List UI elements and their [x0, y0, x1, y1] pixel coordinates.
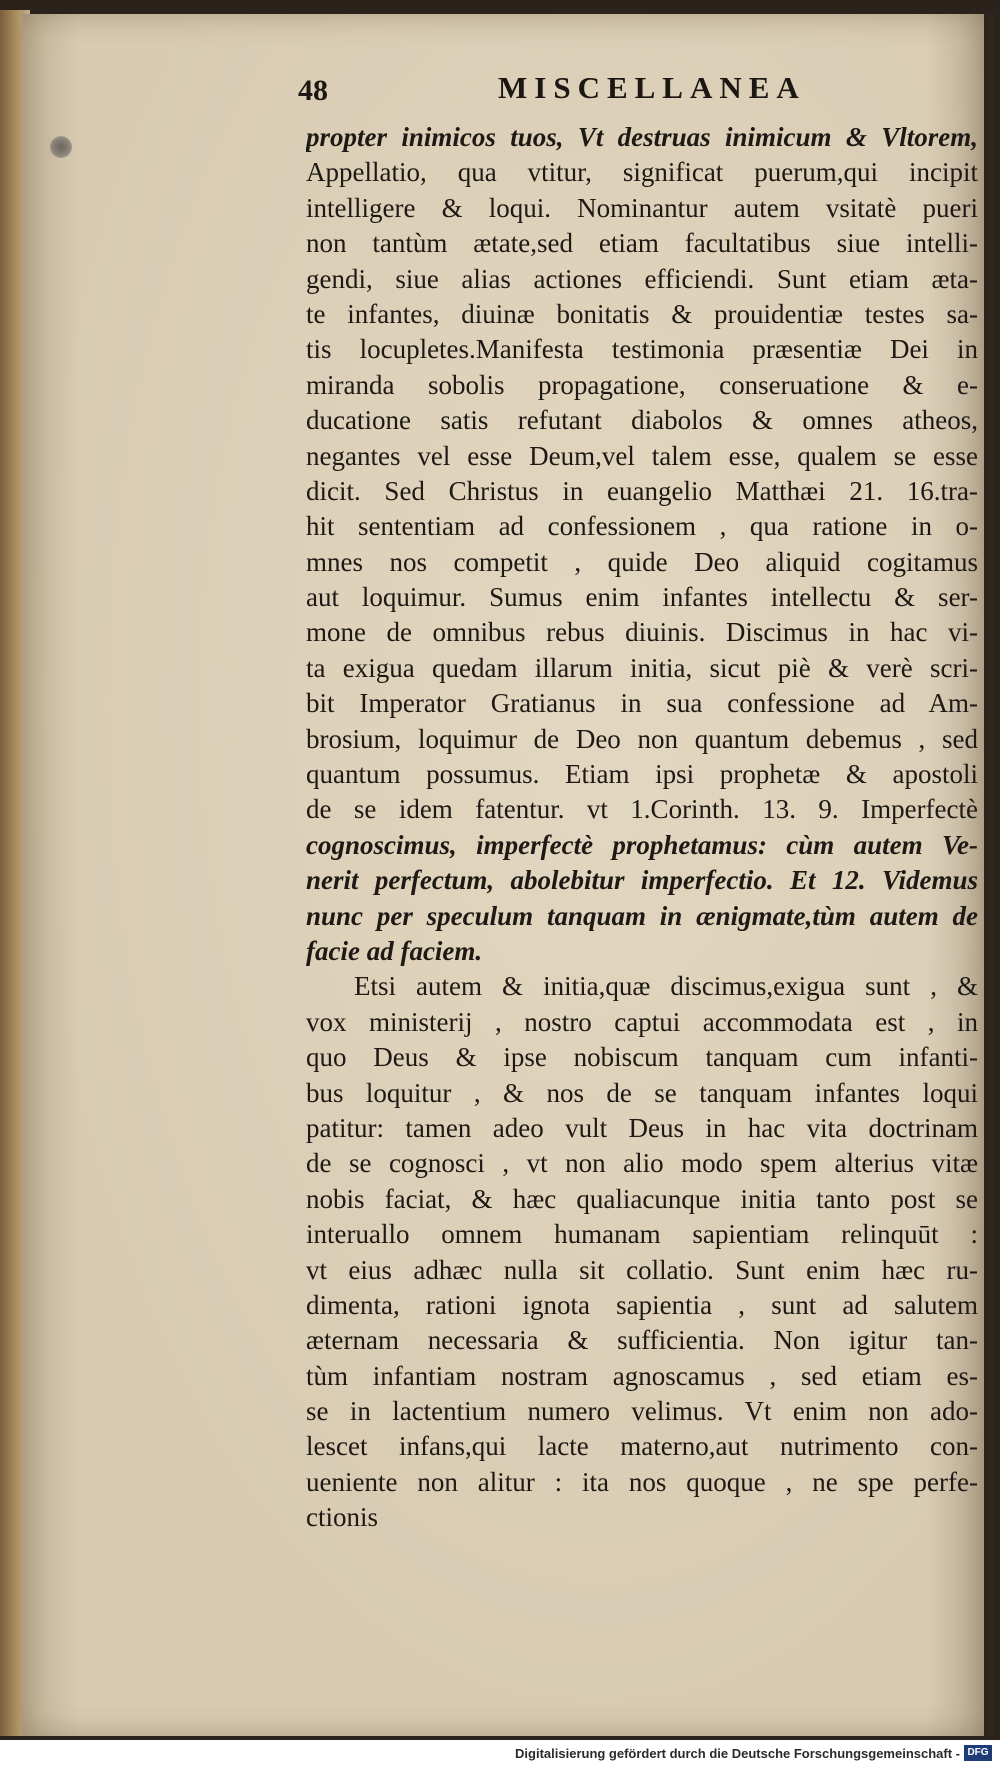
text-line: negantes vel esse Deum,vel talem esse, qualem se esse: [306, 440, 978, 471]
text-line: de se cognosci , vt non alio modo spem alterius vitæ: [306, 1148, 978, 1179]
text-line: tùm infantiam nostram agnoscamus , sed etiam es-: [306, 1360, 978, 1391]
page-edge-shadow: [984, 14, 994, 1736]
text-line: quantum possumus. Etiam ipsi prophetæ & apostoli: [306, 759, 978, 790]
text-line: gendi, siue alias actiones efficiendi. Sunt etiam æta-: [306, 263, 978, 294]
text-line: hit sententiam ad confessionem , qua ratione in o-: [306, 511, 978, 542]
catchword: ctionis: [306, 1502, 378, 1533]
text-line: aut loquimur. Sumus enim infantes intellectu & ser-: [306, 582, 978, 613]
text-line: interuallo omnem humanam sapientiam relinquūt :: [306, 1219, 978, 1250]
text-line: brosium, loquimur de Deo non quantum debemus , sed: [306, 723, 978, 754]
text-line: dimenta, rationi ignota sapientia , sunt ad salutem: [306, 1289, 978, 1320]
footer-bar: [0, 1740, 1000, 1768]
text-line: æternam necessaria & sufficientia. Non igitur tan-: [306, 1325, 978, 1356]
text-line: mnes nos competit , quide Deo aliquid cogitamus: [306, 546, 978, 577]
text-line: nobis faciat, & hæc qualiacunque initia tanto post se: [306, 1183, 978, 1214]
text-line: intelligere & loqui. Nominantur autem vsitatè pueri: [306, 192, 978, 223]
page-header: [298, 70, 963, 110]
running-title: MISCELLANEA: [498, 70, 806, 105]
text-line: facie ad faciem.: [306, 935, 483, 966]
text-line: nerit perfectum, abolebitur imperfectio. Et 12. Videmus: [306, 865, 978, 896]
text-line: propter inimicos tuos, Vt destruas inimicum & Vltorem,: [306, 122, 978, 152]
text-line: ueniente non alitur : ita nos quoque , ne spe perfe-: [306, 1466, 978, 1497]
text-line: de se idem fatentur. vt 1.Corinth. 13. 9. Imperfectè: [306, 794, 978, 825]
text-line: miranda sobolis propagatione, conseruatione & e-: [306, 369, 978, 400]
digitization-credit: Digitalisierung gefördert durch die Deutsche Forschungsgemeinschaft -: [515, 1746, 960, 1761]
text-line: se in lactentium numero velimus. Vt enim non ado-: [306, 1396, 978, 1427]
text-line: tis locupletes.Manifesta testimonia præsentiæ Dei in: [306, 334, 978, 365]
text-line: Etsi autem & initia,quæ discimus,exigua sunt , &: [354, 971, 978, 1002]
text-line: Appellatio, qua vtitur, significat puerum,qui incipit: [306, 157, 978, 188]
text-line: cognoscimus, imperfectè prophetamus: cùm autem Ve-: [306, 829, 978, 860]
text-line: te infantes, diuinæ bonitatis & prouidentiæ testes sa-: [306, 298, 978, 329]
text-line: ta exigua quedam illarum initia, sicut piè & verè scri-: [306, 652, 978, 683]
text-line: nunc per speculum tanquam in ænigmate,tùm autem de: [306, 900, 978, 931]
text-line: patitur: tamen adeo vult Deus in hac vita doctrinam: [306, 1112, 978, 1143]
text-line: lescet infans,qui lacte materno,aut nutrimento con-: [306, 1431, 978, 1462]
body-text: [306, 120, 978, 1536]
text-line: bit Imperator Gratianus in sua confessione ad Am-: [306, 688, 978, 719]
dfg-logo: DFG: [964, 1745, 992, 1761]
text-line: vt eius adhæc nulla sit collatio. Sunt enim hæc ru-: [306, 1254, 978, 1285]
text-line: dicit. Sed Christus in euangelio Matthæi 21. 16.tra-: [306, 475, 978, 506]
text-line: quo Deus & ipse nobiscum tanquam cum infanti-: [306, 1042, 978, 1073]
text-line: vox ministerij , nostro captui accommodata est , in: [306, 1006, 978, 1037]
text-line: mone de omnibus rebus diuinis. Discimus in hac vi-: [306, 617, 978, 648]
text-line: ducatione satis refutant diabolos & omnes atheos,: [306, 405, 978, 436]
text-line: bus loquitur , & nos de se tanquam infantes loqui: [306, 1077, 978, 1108]
text-line: non tantùm ætate,sed etiam facultatibus siue intelli-: [306, 228, 978, 259]
page-number: 48: [298, 74, 328, 107]
page-stain: [50, 136, 72, 158]
